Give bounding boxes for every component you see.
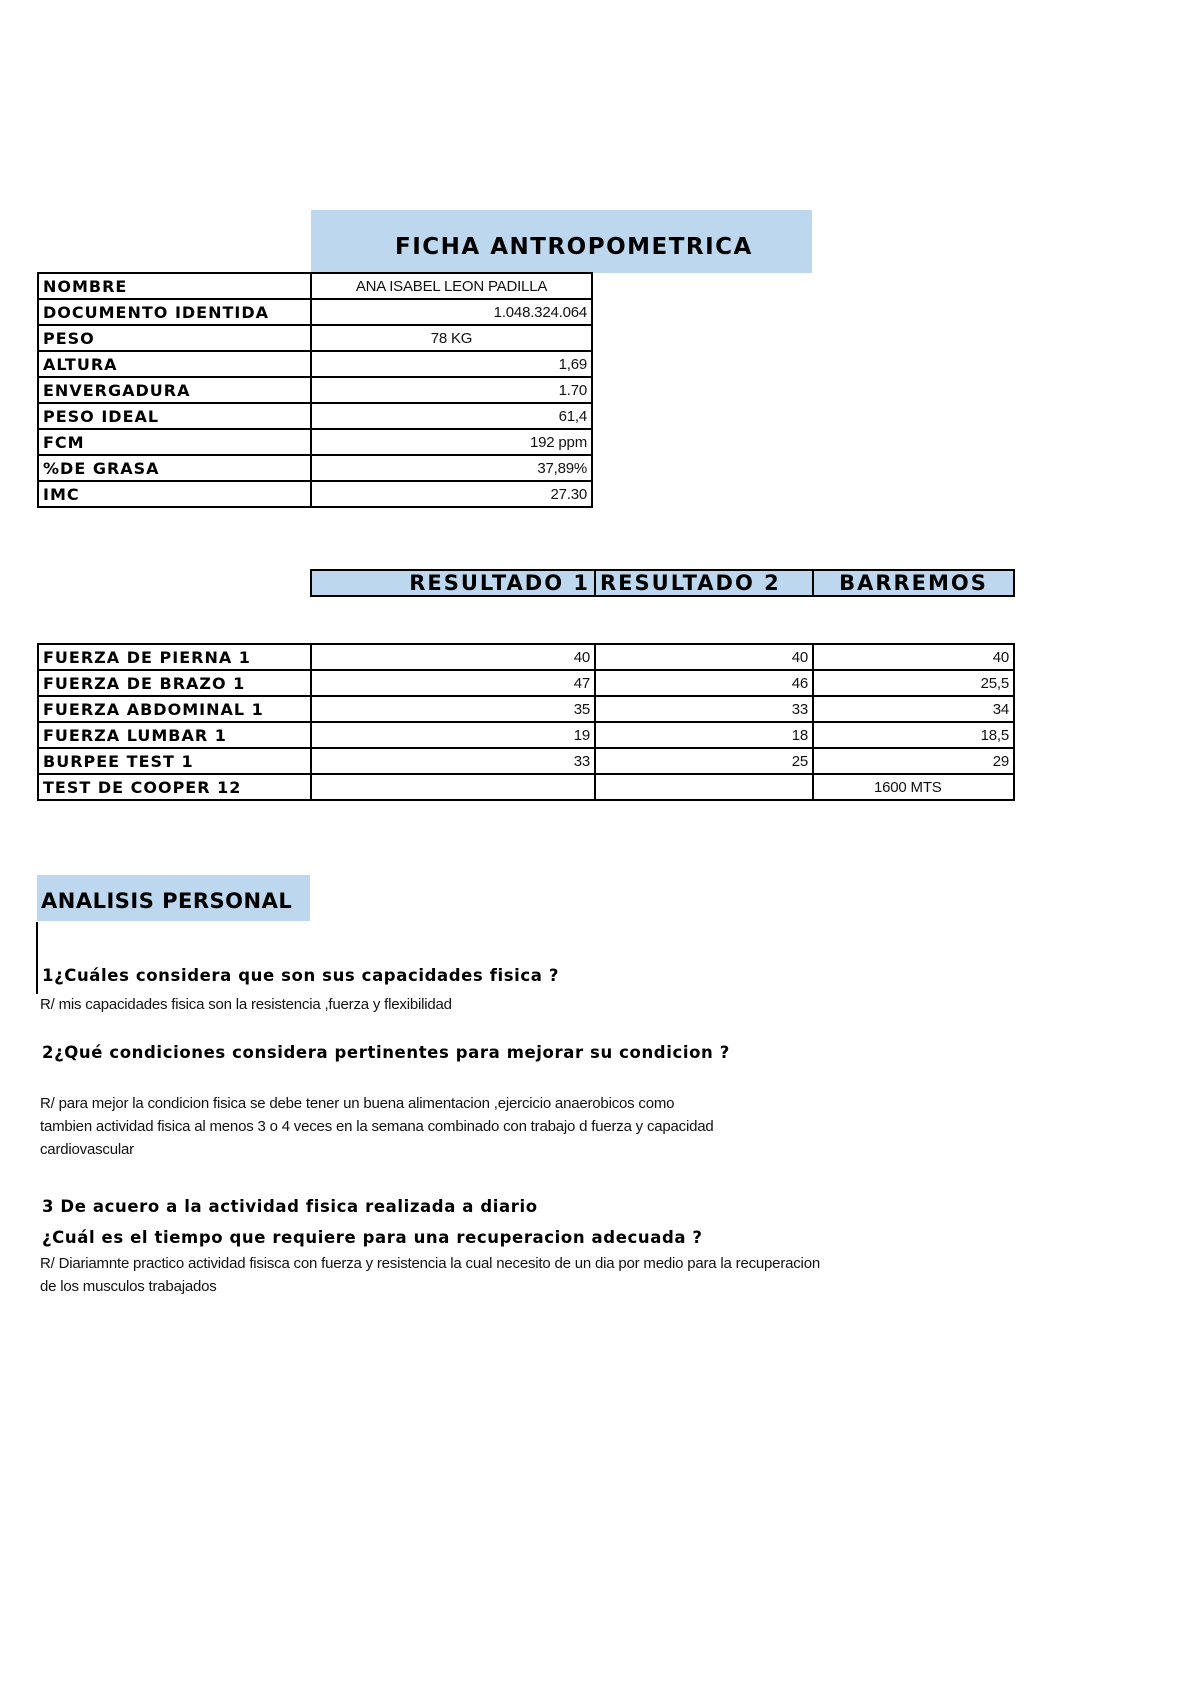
info-row <box>38 325 592 351</box>
info-label: NOMBRE <box>38 273 311 299</box>
test-row <box>38 670 1014 696</box>
test-label: TEST DE COOPER 12 <box>38 774 311 800</box>
info-value: 27.30 <box>311 481 592 507</box>
test-label: FUERZA DE BRAZO 1 <box>38 670 311 696</box>
test-barremos: 18,5 <box>813 722 1014 748</box>
analysis-heading: ANALISIS PERSONAL <box>41 889 293 913</box>
test-barremos: 40 <box>813 644 1014 670</box>
info-value: 37,89% <box>311 455 592 481</box>
test-result-1: 40 <box>311 644 595 670</box>
answer-2-line: tambien actividad fisica al menos 3 o 4 veces en la semana combinado con trabajo d fuerza y capacidad <box>40 1118 714 1135</box>
answer-1: R/ mis capacidades fisica son la resistencia ,fuerza y flexibilidad <box>40 996 452 1013</box>
page-title: FICHA ANTROPOMETRICA <box>395 234 753 260</box>
test-label: FUERZA LUMBAR 1 <box>38 722 311 748</box>
info-row <box>38 455 592 481</box>
test-result-2: 25 <box>595 748 813 774</box>
info-label: PESO <box>38 325 311 351</box>
info-row <box>38 351 592 377</box>
info-row <box>38 403 592 429</box>
info-label: %DE GRASA <box>38 455 311 481</box>
test-result-1: 33 <box>311 748 595 774</box>
test-label: FUERZA ABDOMINAL 1 <box>38 696 311 722</box>
info-label: DOCUMENTO IDENTIDA <box>38 299 311 325</box>
question-3-line: ¿Cuál es el tiempo que requiere para una recuperacion adecuada ? <box>42 1228 703 1247</box>
divider-line <box>36 922 38 994</box>
info-value: 192 ppm <box>311 429 592 455</box>
info-value: ANA ISABEL LEON PADILLA <box>311 273 592 299</box>
test-result-1: 47 <box>311 670 595 696</box>
test-label: BURPEE TEST 1 <box>38 748 311 774</box>
question-1: 1¿Cuáles considera que son sus capacidades fisica ? <box>42 966 560 985</box>
info-value: 1.70 <box>311 377 592 403</box>
question-3-line: 3 De acuero a la actividad fisica realizada a diario <box>42 1197 538 1216</box>
info-label: FCM <box>38 429 311 455</box>
info-row <box>38 377 592 403</box>
header-resultado-2: RESULTADO 2 <box>595 570 813 596</box>
title-box <box>311 210 812 273</box>
answer-3 <box>40 1252 820 1298</box>
test-barremos: 25,5 <box>813 670 1014 696</box>
test-barremos: 29 <box>813 748 1014 774</box>
question-2: 2¿Qué condiciones considera pertinentes para mejorar su condicion ? <box>42 1043 730 1062</box>
header-barremos: BARREMOS <box>813 570 1014 596</box>
info-row <box>38 273 592 299</box>
test-result-1: 35 <box>311 696 595 722</box>
test-result-2: 18 <box>595 722 813 748</box>
answer-3-line: R/ Diariamnte practico actividad fisisca con fuerza y resistencia la cual necesito de un dia por medio para la recuperacion <box>40 1255 820 1272</box>
test-row <box>38 722 1014 748</box>
test-row <box>38 644 1014 670</box>
test-result-1 <box>311 774 595 800</box>
answer-2 <box>40 1092 714 1161</box>
test-result-2 <box>595 774 813 800</box>
results-header-row <box>311 570 1014 596</box>
question-3 <box>42 1191 703 1253</box>
info-value: 1.048.324.064 <box>311 299 592 325</box>
info-value: 78 KG <box>311 325 592 351</box>
info-row <box>38 429 592 455</box>
tests-table <box>37 643 1015 801</box>
answer-2-line: R/ para mejor la condicion fisica se debe tener un buena alimentacion ,ejercicio anaerobicos como <box>40 1095 675 1112</box>
info-label: PESO IDEAL <box>38 403 311 429</box>
test-row <box>38 774 1014 800</box>
results-header <box>310 569 1015 597</box>
info-table <box>37 272 593 508</box>
test-row <box>38 748 1014 774</box>
info-label: ALTURA <box>38 351 311 377</box>
info-row <box>38 299 592 325</box>
info-label: ENVERGADURA <box>38 377 311 403</box>
test-barremos: 34 <box>813 696 1014 722</box>
answer-2-line: cardiovascular <box>40 1141 134 1158</box>
test-result-2: 46 <box>595 670 813 696</box>
test-result-2: 33 <box>595 696 813 722</box>
header-resultado-1: RESULTADO 1 <box>311 570 595 596</box>
test-result-1: 19 <box>311 722 595 748</box>
test-result-2: 40 <box>595 644 813 670</box>
info-value: 61,4 <box>311 403 592 429</box>
answer-3-line: de los musculos trabajados <box>40 1278 217 1295</box>
test-label: FUERZA DE PIERNA 1 <box>38 644 311 670</box>
info-row <box>38 481 592 507</box>
info-value: 1,69 <box>311 351 592 377</box>
info-label: IMC <box>38 481 311 507</box>
analysis-heading-box <box>37 875 310 921</box>
test-row <box>38 696 1014 722</box>
test-barremos: 1600 MTS <box>813 774 1014 800</box>
